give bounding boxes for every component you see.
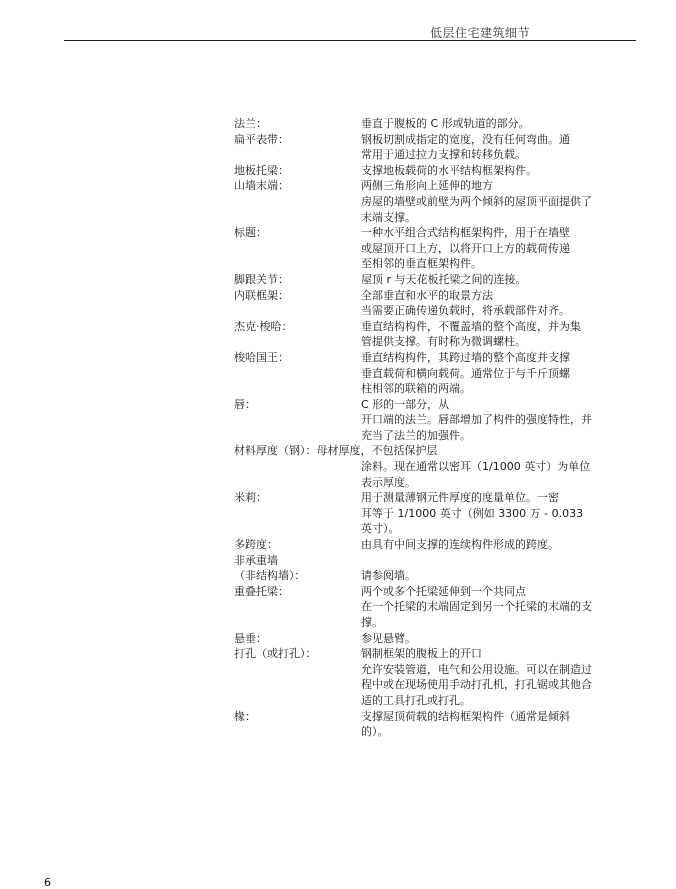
glossary-term: 地板托梁： <box>234 163 289 177</box>
glossary-definition: 垂直结构构件，不覆盖墙的整个高度，并为集 管提供支撑。有时称为微调螺柱。 <box>361 319 581 349</box>
glossary-term: 唇： <box>234 397 256 411</box>
glossary-definition: 涂料。现在通常以密耳（1/1000 英寸）为单位 表示厚度。 <box>361 460 591 489</box>
glossary-definition: 钢制框架的腹板上的开口 允许安装管道，电气和公用设施。可以在制造过 程中或在现场使用手动打孔机，打孔锯或其他合 适的工具打孔或打孔。 <box>361 647 592 707</box>
glossary-definition: 由具有中间支撑的连续构件形成的跨度。 <box>361 538 559 552</box>
glossary-entry <box>234 646 624 708</box>
glossary-entry <box>234 584 624 631</box>
glossary-term: 打孔（或打孔）： <box>234 647 317 661</box>
glossary-entry <box>234 490 624 537</box>
glossary-term: 法兰： <box>234 117 267 130</box>
glossary-definition: 参见悬臂。 <box>361 631 416 645</box>
glossary-entry <box>234 178 624 225</box>
glossary-definition: 全部垂直和水平的取景方法 当需要正确传递负载时，将承载部件对齐。 <box>361 288 570 318</box>
glossary-definition: 两个或多个托梁延伸到一个共同点 在一个托梁的末端固定到另一个托梁的末端的支 撑。 <box>361 584 592 629</box>
glossary-entry <box>234 163 624 179</box>
glossary-definition: 两侧三角形向上延伸的地方 房屋的墙壁或前壁为两个倾斜的屋顶平面提供了 末端支撑。 <box>361 179 592 224</box>
running-header-title: 低层住宅建筑细节 <box>430 26 531 40</box>
glossary-term: 标题： <box>234 226 267 240</box>
glossary-definition: C 形的一部分，从 开口端的法兰。唇部增加了构件的强度特性，并 充当了法兰的加强件。 <box>361 397 592 442</box>
glossary-term: 悬垂： <box>234 631 267 645</box>
glossary-term: 多跨度： <box>234 538 278 552</box>
glossary-definition: 钢板切割成指定的宽度，没有任何弯曲。通 常用于通过拉力支撑和转移负载。 <box>361 132 570 162</box>
glossary-entry <box>234 537 624 553</box>
glossary-entry <box>234 631 624 647</box>
glossary-entry <box>234 319 624 350</box>
page-number: 6 <box>44 876 51 889</box>
glossary-term: 杰克·梭哈： <box>234 319 293 333</box>
glossary-entry <box>234 397 624 444</box>
glossary-definition: 一种水平组合式结构框架构件，用于在墙壁 或屋顶开口上方，以将开口上方的载荷传递 至相邻的垂直框架构件。 <box>361 226 570 271</box>
glossary-entry <box>234 709 624 740</box>
glossary-definition-inline: 母材厚度，不包括保护层 <box>316 444 438 458</box>
glossary-definition: 垂直于腹板的 C 形或轨道的部分。 <box>361 117 530 130</box>
glossary-term: 扁平表带： <box>234 132 289 146</box>
header-rule <box>64 40 636 41</box>
glossary-term: 重叠托梁： <box>234 584 289 598</box>
glossary-definition: 支撑地板载荷的水平结构框架构件。 <box>361 163 537 177</box>
glossary-definition: 支撑屋顶荷载的结构框架构件（通常是倾斜 的）。 <box>361 709 570 739</box>
glossary-entry <box>234 116 624 132</box>
glossary-entry <box>234 132 624 163</box>
glossary-definition: 屋顶 r 与天花板托梁之间的连接。 <box>361 272 527 286</box>
glossary-entry <box>234 288 624 319</box>
glossary-definition: 请参阅墙。 <box>361 569 416 583</box>
glossary-term: 梭哈国王： <box>234 350 289 364</box>
glossary-entry <box>234 225 624 272</box>
glossary-definition: 垂直结构构件，其跨过墙的整个高度并支撑 垂直载荷和横向载荷。通常位于与千斤顶螺 柱相邻的联箱的两端。 <box>361 350 570 396</box>
glossary-term: 非承重墙 （非结构墙）： <box>234 553 306 583</box>
glossary-entry <box>234 350 624 397</box>
glossary-entry <box>234 272 624 288</box>
glossary-term: 山墙末端： <box>234 179 289 193</box>
glossary-term: 脚跟关节： <box>234 272 289 286</box>
glossary-term: 米莉： <box>234 491 267 505</box>
glossary-entry <box>234 443 624 490</box>
glossary-entry <box>234 553 624 584</box>
glossary-entry-firstline <box>234 443 624 459</box>
glossary-list <box>234 116 624 740</box>
glossary-definition: 用于测量薄钢元件厚度的度量单位。一密 耳等于 1/1000 英寸（例如 3300 万 - 0.033 英寸）。 <box>361 491 584 536</box>
glossary-term: 内联框架： <box>234 288 289 302</box>
glossary-term: 椽： <box>234 709 256 723</box>
glossary-term: 材料厚度（钢）： <box>234 444 317 458</box>
